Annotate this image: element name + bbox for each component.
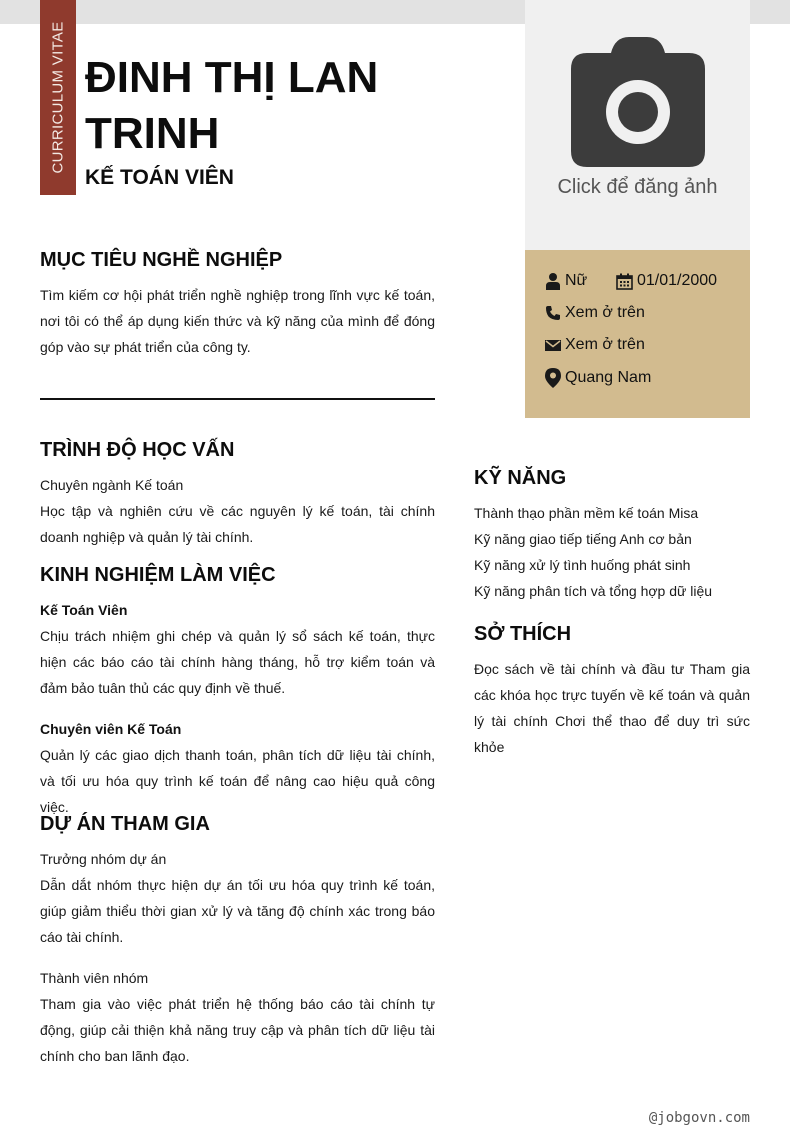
location-value: Quang Nam xyxy=(565,369,652,386)
project-description-2: Tham gia vào việc phát triển hệ thống báo cáo tài chính tự động, giúp cải thiện khả năng truy cập và phân tích dữ liệu tài chính cho ban lãnh đạo. xyxy=(40,996,435,1064)
job-title: KẾ TOÁN VIÊN xyxy=(85,166,234,189)
experience-title-1: Kế Toán Viên xyxy=(40,602,128,618)
hobbies-heading: SỞ THÍCH xyxy=(474,623,572,645)
objective-heading: MỤC TIÊU NGHỀ NGHIỆP xyxy=(40,249,283,271)
birthdate-value: 01/01/2000 xyxy=(637,272,718,289)
education-major: Chuyên ngành Kế toán xyxy=(40,477,184,493)
contact-phone xyxy=(545,304,645,322)
contact-gender xyxy=(545,272,587,290)
project-role-1: Trưởng nhóm dự án xyxy=(40,851,167,867)
contact-email xyxy=(545,336,645,354)
mail-icon xyxy=(545,338,561,352)
education-heading: TRÌNH ĐỘ HỌC VẤN xyxy=(40,439,235,461)
experience-description-1: Chịu trách nhiệm ghi chép và quản lý sổ sách kế toán, thực hiện các báo cáo tài chính hàng tháng, hỗ trợ kiểm toán và đảm bảo tuân thủ các quy định về thuế. xyxy=(40,628,435,696)
photo-upload-label: Click để đăng ảnh xyxy=(557,176,718,198)
projects-heading: DỰ ÁN THAM GIA xyxy=(40,813,210,835)
cv-vertical-tab xyxy=(40,0,76,195)
experience-description-2: Quản lý các giao dịch thanh toán, phân tích dữ liệu tài chính, và tối ưu hóa quy trình kế toán để nâng cao hiệu quả công việc. xyxy=(40,747,435,815)
contact-birthdate xyxy=(616,272,717,290)
skill-item: Kỹ năng xử lý tình huống phát sinh xyxy=(474,557,691,573)
phone-icon xyxy=(545,305,561,321)
skill-item: Kỹ năng phân tích và tổng hợp dữ liệu xyxy=(474,583,713,599)
footer-watermark: @jobgovn.com xyxy=(648,1110,750,1126)
experience-title-2: Chuyên viên Kế Toán xyxy=(40,721,182,737)
experience-heading: KINH NGHIỆM LÀM VIỆC xyxy=(40,564,276,586)
skills-heading: KỸ NĂNG xyxy=(474,467,567,489)
cv-tab-label: CURRICULUM VITAE xyxy=(49,21,67,174)
skill-item: Kỹ năng giao tiếp tiếng Anh cơ bản xyxy=(474,531,692,547)
section-divider xyxy=(40,398,435,400)
email-value: Xem ở trên xyxy=(565,336,645,353)
phone-value: Xem ở trên xyxy=(565,304,645,321)
camera-icon xyxy=(571,37,705,167)
education-description: Học tập và nghiên cứu về các nguyên lý kế toán, tài chính doanh nghiệp và quản lý tài chính. xyxy=(40,503,435,545)
project-role-2: Thành viên nhóm xyxy=(40,970,149,986)
contact-panel xyxy=(525,250,750,418)
map-pin-icon xyxy=(545,368,561,388)
project-description-1: Dẫn dắt nhóm thực hiện dự án tối ưu hóa quy trình kế toán, giúp giảm thiểu thời gian xử lý và tăng độ chính xác trong báo cáo tài chính. xyxy=(40,877,435,945)
user-icon xyxy=(545,272,561,290)
objective-text: Tìm kiếm cơ hội phát triển nghề nghiệp trong lĩnh vực kế toán, nơi tôi có thể áp dụng kiến thức và kỹ năng của mình để đóng góp vào sự phát triển của công ty. xyxy=(40,287,435,355)
gender-value: Nữ xyxy=(565,272,588,289)
calendar-icon xyxy=(616,273,633,290)
contact-location xyxy=(545,368,651,388)
hobbies-text: Đọc sách về tài chính và đầu tư Tham gia các khóa học trực tuyến về kế toán và quản lý tài chính Chơi thể thao để duy trì sức khỏe xyxy=(474,661,750,755)
photo-upload[interactable] xyxy=(525,0,750,250)
candidate-name: ĐINH THỊ LAN TRINH xyxy=(85,53,379,158)
skill-item: Thành thạo phần mềm kế toán Misa xyxy=(474,505,699,521)
